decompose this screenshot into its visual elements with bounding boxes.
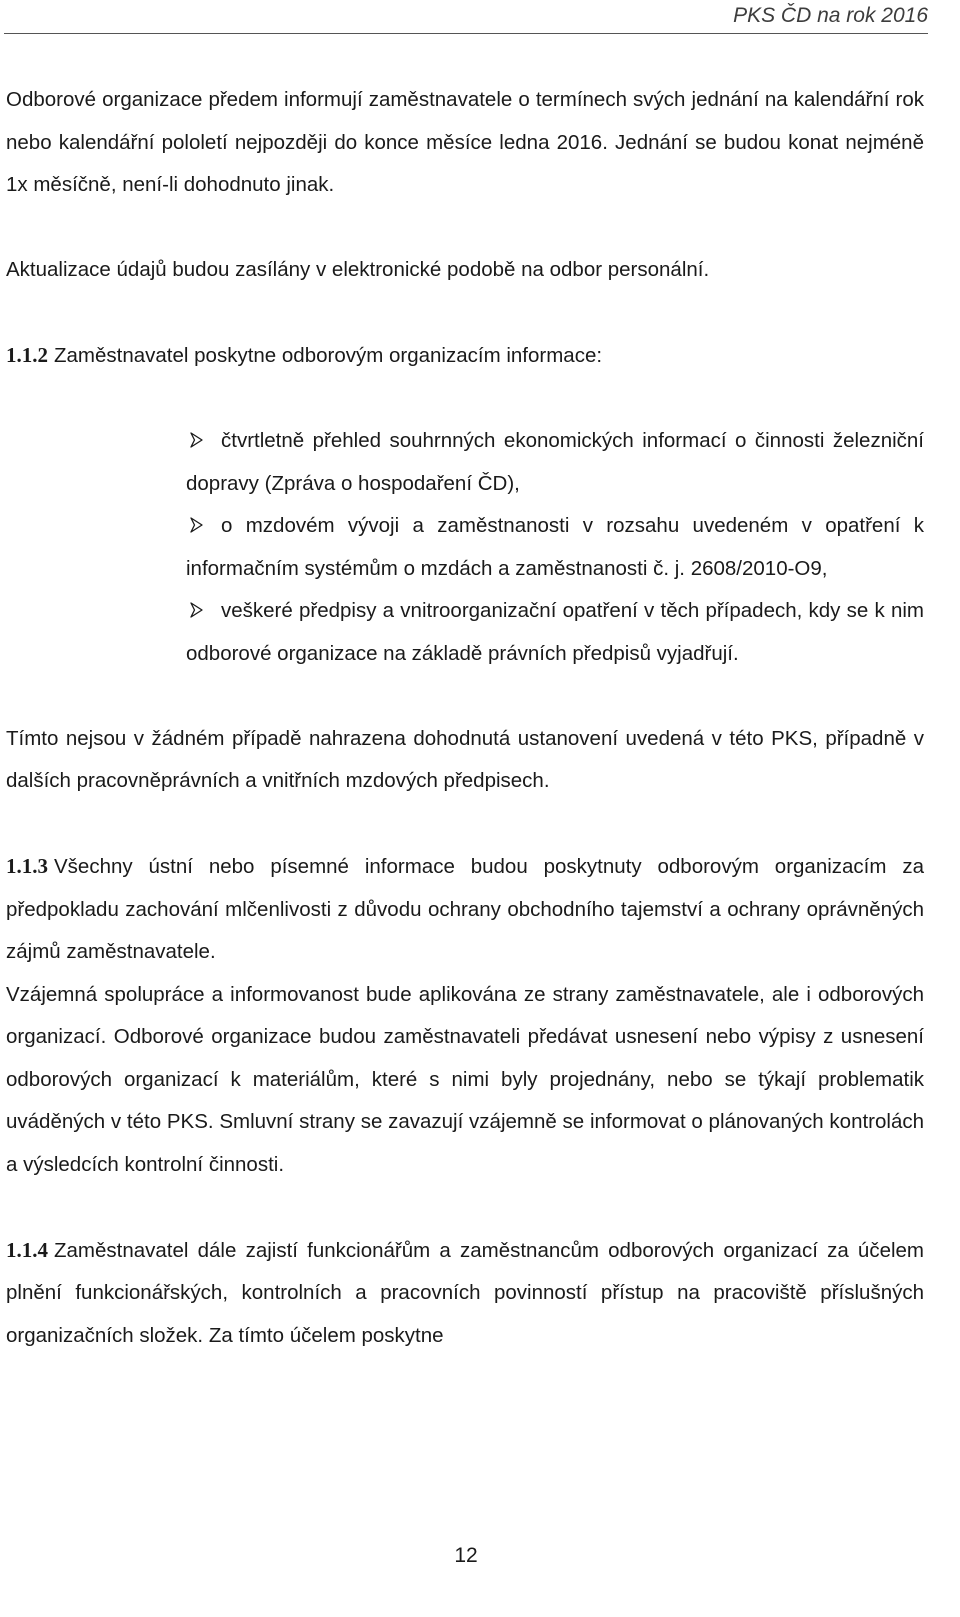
running-header: PKS ČD na rok 2016 bbox=[733, 4, 928, 27]
document-body bbox=[6, 79, 924, 1357]
list-item-text: veškeré předpisy a vnitroorganizační opatření v těch případech, kdy se k nim odborové organizace na základě právních předpisů vyjadřují. bbox=[186, 599, 924, 665]
arrow-bullet-icon bbox=[190, 517, 203, 533]
header-rule bbox=[4, 33, 928, 34]
section-number: 1.1.3 bbox=[6, 854, 48, 878]
section-text: Všechny ústní nebo písemné informace budou poskytnuty odborovým organizacím za předpokladu zachování mlčenlivosti z důvodu ochrany obchodního tajemství a ochrany oprávněných zájmů zaměstnavatele. bbox=[6, 855, 924, 963]
section-text: Zaměstnavatel poskytne odborovým organizacím informace: bbox=[54, 344, 603, 367]
section-text: Zaměstnavatel dále zajistí funkcionářům a zaměstnancům odborových organizací za účelem plnění funkcionářských, kontrolních a pracovních povinností přístup na pracoviště příslušných organizačních složek. Za tímto účelem poskytne bbox=[6, 1238, 924, 1347]
arrow-bullet-icon bbox=[190, 432, 203, 448]
information-list bbox=[6, 420, 924, 675]
paragraph-cooperation: Vzájemná spolupráce a informovanost bude aplikována ze strany zaměstnavatele, ale i odborových organizací. Odborové organizace budou zaměstnavateli předávat usnesení nebo výpisy z usnesení odborových organizací k materiálům, které s nimi byly projednány, nebo se týkají problematik uváděných v této PKS. Smluvní strany se zavazují vzájemně se informovat o plánovaných kontrolách a výsledcích kontrolní činnosti. bbox=[6, 982, 924, 1176]
paragraph-not-replaced: Tímto nejsou v žádném případě nahrazena dohodnutá ustanovení uvedená v této PKS, případně v dalších pracovněprávních a vnitřních mzdových předpisech. bbox=[6, 726, 924, 792]
page-number: 12 bbox=[454, 1544, 478, 1567]
section-1-1-4 bbox=[6, 1229, 924, 1358]
list-item bbox=[186, 505, 924, 590]
section-1-1-2 bbox=[6, 334, 924, 378]
section-number: 1.1.2 bbox=[6, 343, 48, 367]
section-1-1-3 bbox=[6, 845, 924, 974]
list-item bbox=[186, 590, 924, 675]
list-item bbox=[186, 420, 924, 505]
list-item-text: o mzdovém vývoji a zaměstnanosti v rozsahu uvedeném v opatření k informačním systémům o mzdách a zaměstnanosti č. j. 2608/2010-O9, bbox=[186, 514, 924, 580]
section-number: 1.1.4 bbox=[6, 1237, 48, 1262]
paragraph-updates: Aktualizace údajů budou zasílány v elektronické podobě na odbor personální. bbox=[6, 258, 710, 281]
arrow-bullet-icon bbox=[190, 602, 203, 618]
paragraph-meetings: Odborové organizace předem informují zaměstnavatele o termínech svých jednání na kalendářní rok nebo kalendářní pololetí nejpozději do konce měsíce ledna 2016. Jednání se budou konat nejméně 1x měsíčně, není-li dohodnuto jinak. bbox=[6, 88, 924, 196]
list-item-text: čtvrtletně přehled souhrnných ekonomických informací o činnosti železniční dopravy (Zpráva o hospodaření ČD), bbox=[186, 429, 924, 495]
